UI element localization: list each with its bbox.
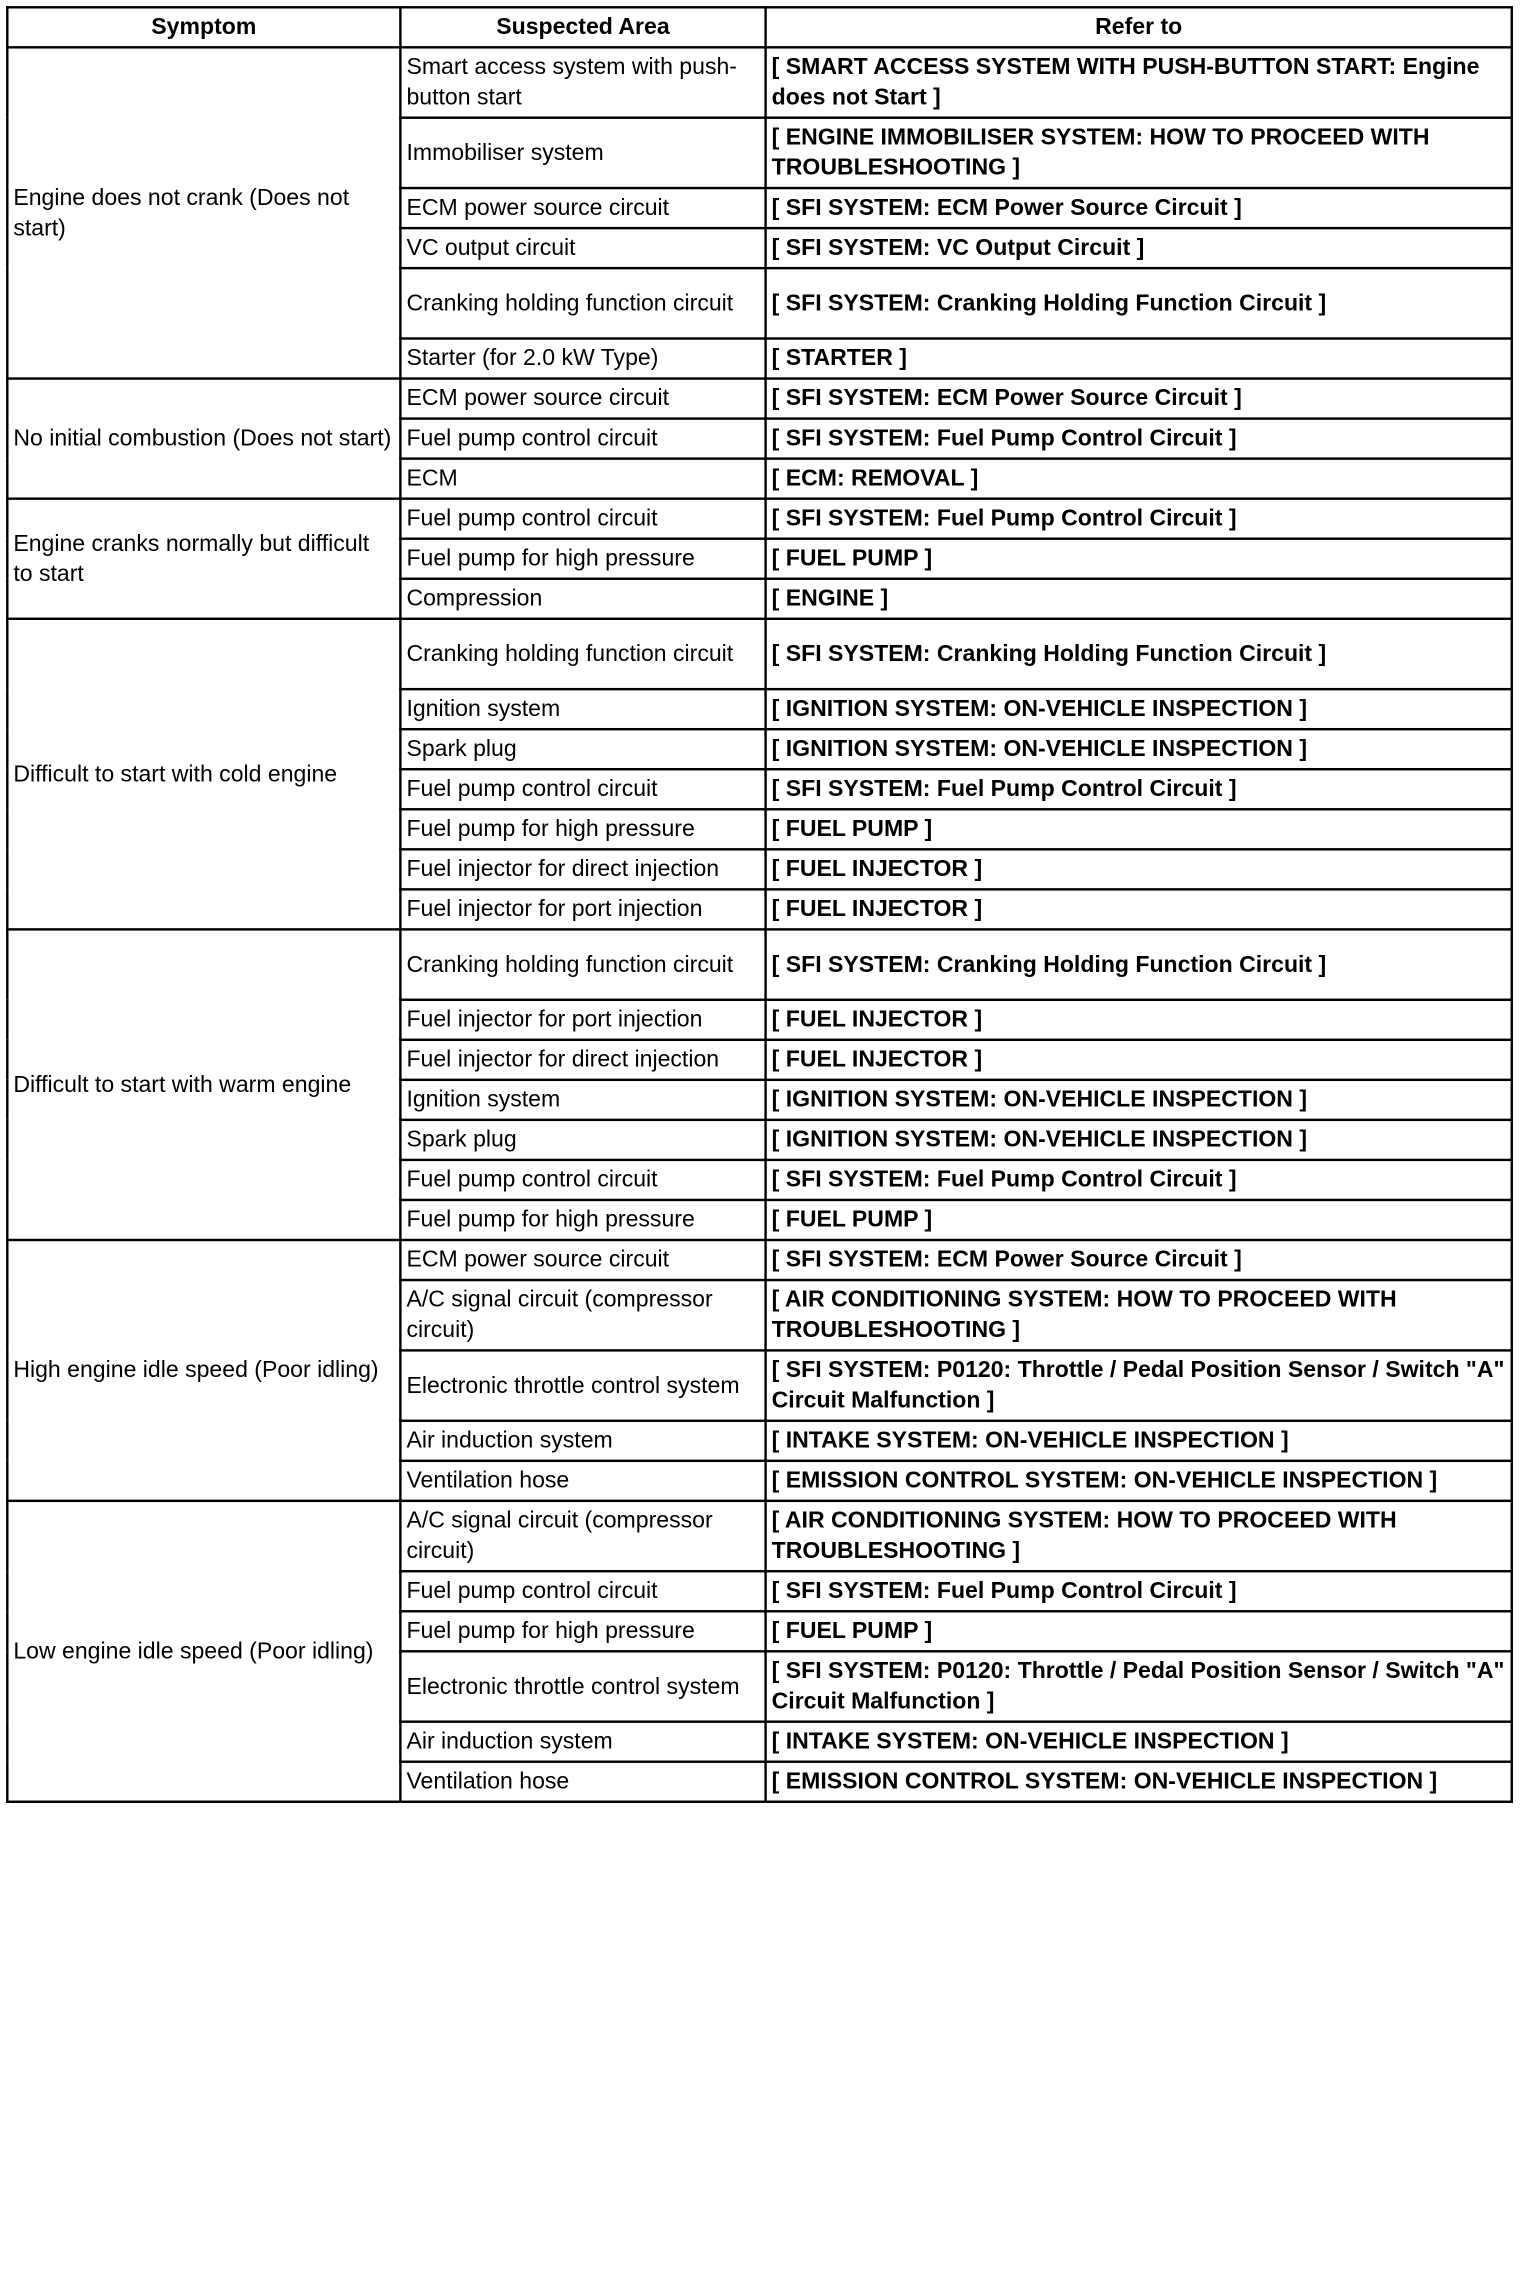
refer-to-cell: [ IGNITION SYSTEM: ON-VEHICLE INSPECTION ]: [766, 689, 1512, 729]
suspected-area-cell: Smart access system with push-button start: [400, 47, 765, 117]
refer-to-cell: [ SFI SYSTEM: Cranking Holding Function Circuit ]: [766, 268, 1512, 338]
suspected-area-cell: Fuel pump control circuit: [400, 419, 765, 459]
refer-to-cell: [ SFI SYSTEM: Cranking Holding Function Circuit ]: [766, 929, 1512, 999]
header-row: [7, 7, 1511, 47]
refer-to-cell: [ IGNITION SYSTEM: ON-VEHICLE INSPECTION ]: [766, 1120, 1512, 1160]
suspected-area-cell: Fuel injector for direct injection: [400, 849, 765, 889]
refer-to-cell: [ EMISSION CONTROL SYSTEM: ON-VEHICLE INSPECTION ]: [766, 1762, 1512, 1802]
refer-to-cell: [ SFI SYSTEM: Fuel Pump Control Circuit ]: [766, 1571, 1512, 1611]
suspected-area-cell: ECM power source circuit: [400, 1240, 765, 1280]
refer-to-cell: [ SMART ACCESS SYSTEM WITH PUSH-BUTTON START: Engine does not Start ]: [766, 47, 1512, 117]
suspected-area-cell: Fuel pump control circuit: [400, 499, 765, 539]
suspected-area-cell: Spark plug: [400, 1120, 765, 1160]
refer-to-cell: [ STARTER ]: [766, 339, 1512, 379]
refer-to-cell: [ EMISSION CONTROL SYSTEM: ON-VEHICLE INSPECTION ]: [766, 1461, 1512, 1501]
symptom-cell: Engine cranks normally but difficult to start: [7, 499, 400, 619]
suspected-area-cell: Immobiliser system: [400, 118, 765, 188]
refer-to-cell: [ SFI SYSTEM: Fuel Pump Control Circuit ]: [766, 1160, 1512, 1200]
suspected-area-cell: Fuel pump for high pressure: [400, 539, 765, 579]
refer-to-cell: [ SFI SYSTEM: Fuel Pump Control Circuit ]: [766, 419, 1512, 459]
suspected-area-cell: Compression: [400, 579, 765, 619]
suspected-area-cell: ECM power source circuit: [400, 379, 765, 419]
refer-to-cell: [ FUEL PUMP ]: [766, 809, 1512, 849]
suspected-area-cell: A/C signal circuit (compressor circuit): [400, 1501, 765, 1571]
suspected-area-cell: Fuel pump control circuit: [400, 1160, 765, 1200]
refer-to-cell: [ INTAKE SYSTEM: ON-VEHICLE INSPECTION ]: [766, 1722, 1512, 1762]
refer-to-cell: [ SFI SYSTEM: Cranking Holding Function Circuit ]: [766, 619, 1512, 689]
suspected-area-cell: Air induction system: [400, 1421, 765, 1461]
suspected-area-cell: Spark plug: [400, 729, 765, 769]
table-row: [7, 499, 1511, 539]
suspected-area-cell: Fuel pump for high pressure: [400, 809, 765, 849]
suspected-area-cell: Electronic throttle control system: [400, 1350, 765, 1420]
suspected-area-cell: Cranking holding function circuit: [400, 268, 765, 338]
refer-to-cell: [ FUEL INJECTOR ]: [766, 849, 1512, 889]
refer-to-cell: [ SFI SYSTEM: ECM Power Source Circuit ]: [766, 188, 1512, 228]
refer-to-cell: [ ECM: REMOVAL ]: [766, 459, 1512, 499]
refer-to-cell: [ SFI SYSTEM: P0120: Throttle / Pedal Position Sensor / Switch "A" Circuit Malfunction ]: [766, 1350, 1512, 1420]
suspected-area-cell: Ventilation hose: [400, 1762, 765, 1802]
suspected-area-cell: Fuel pump for high pressure: [400, 1200, 765, 1240]
suspected-area-cell: Fuel pump for high pressure: [400, 1611, 765, 1651]
symptom-cell: Difficult to start with cold engine: [7, 619, 400, 930]
suspected-area-cell: Cranking holding function circuit: [400, 619, 765, 689]
refer-to-cell: [ ENGINE ]: [766, 579, 1512, 619]
suspected-area-cell: Electronic throttle control system: [400, 1651, 765, 1721]
suspected-area-cell: Ignition system: [400, 1080, 765, 1120]
refer-to-cell: [ FUEL INJECTOR ]: [766, 1000, 1512, 1040]
suspected-area-cell: Fuel injector for direct injection: [400, 1040, 765, 1080]
refer-to-cell: [ SFI SYSTEM: ECM Power Source Circuit ]: [766, 379, 1512, 419]
refer-to-cell: [ SFI SYSTEM: Fuel Pump Control Circuit ]: [766, 769, 1512, 809]
refer-to-cell: [ SFI SYSTEM: ECM Power Source Circuit ]: [766, 1240, 1512, 1280]
refer-to-cell: [ SFI SYSTEM: VC Output Circuit ]: [766, 228, 1512, 268]
suspected-area-cell: Fuel injector for port injection: [400, 1000, 765, 1040]
table-row: [7, 929, 1511, 999]
suspected-area-cell: A/C signal circuit (compressor circuit): [400, 1280, 765, 1350]
suspected-area-cell: ECM power source circuit: [400, 188, 765, 228]
suspected-area-cell: Air induction system: [400, 1722, 765, 1762]
refer-to-cell: [ FUEL PUMP ]: [766, 1611, 1512, 1651]
symptom-cell: No initial combustion (Does not start): [7, 379, 400, 499]
symptom-cell: Engine does not crank (Does not start): [7, 47, 400, 378]
suspected-area-cell: VC output circuit: [400, 228, 765, 268]
suspected-area-cell: Cranking holding function circuit: [400, 929, 765, 999]
suspected-area-cell: Starter (for 2.0 kW Type): [400, 339, 765, 379]
table-row: [7, 47, 1511, 117]
table-row: [7, 1501, 1511, 1571]
refer-to-cell: [ FUEL INJECTOR ]: [766, 889, 1512, 929]
refer-to-cell: [ AIR CONDITIONING SYSTEM: HOW TO PROCEED WITH TROUBLESHOOTING ]: [766, 1501, 1512, 1571]
suspected-area-cell: ECM: [400, 459, 765, 499]
refer-to-cell: [ IGNITION SYSTEM: ON-VEHICLE INSPECTION ]: [766, 1080, 1512, 1120]
refer-to-cell: [ SFI SYSTEM: P0120: Throttle / Pedal Position Sensor / Switch "A" Circuit Malfunction ]: [766, 1651, 1512, 1721]
header-refer-to: Refer to: [766, 7, 1512, 47]
refer-to-cell: [ INTAKE SYSTEM: ON-VEHICLE INSPECTION ]: [766, 1421, 1512, 1461]
table-row: [7, 379, 1511, 419]
refer-to-cell: [ AIR CONDITIONING SYSTEM: HOW TO PROCEED WITH TROUBLESHOOTING ]: [766, 1280, 1512, 1350]
suspected-area-cell: Fuel pump control circuit: [400, 1571, 765, 1611]
symptom-cell: Low engine idle speed (Poor idling): [7, 1501, 400, 1802]
header-symptom: Symptom: [7, 7, 400, 47]
symptom-cell: Difficult to start with warm engine: [7, 929, 400, 1240]
header-suspected-area: Suspected Area: [400, 7, 765, 47]
refer-to-cell: [ FUEL PUMP ]: [766, 539, 1512, 579]
suspected-area-cell: Ignition system: [400, 689, 765, 729]
suspected-area-cell: Fuel injector for port injection: [400, 889, 765, 929]
troubleshooting-table: [6, 6, 1513, 1803]
suspected-area-cell: Fuel pump control circuit: [400, 769, 765, 809]
table-row: [7, 619, 1511, 689]
refer-to-cell: [ FUEL INJECTOR ]: [766, 1040, 1512, 1080]
suspected-area-cell: Ventilation hose: [400, 1461, 765, 1501]
refer-to-cell: [ FUEL PUMP ]: [766, 1200, 1512, 1240]
refer-to-cell: [ ENGINE IMMOBILISER SYSTEM: HOW TO PROCEED WITH TROUBLESHOOTING ]: [766, 118, 1512, 188]
refer-to-cell: [ SFI SYSTEM: Fuel Pump Control Circuit ]: [766, 499, 1512, 539]
symptom-cell: High engine idle speed (Poor idling): [7, 1240, 400, 1501]
refer-to-cell: [ IGNITION SYSTEM: ON-VEHICLE INSPECTION ]: [766, 729, 1512, 769]
table-row: [7, 1240, 1511, 1280]
